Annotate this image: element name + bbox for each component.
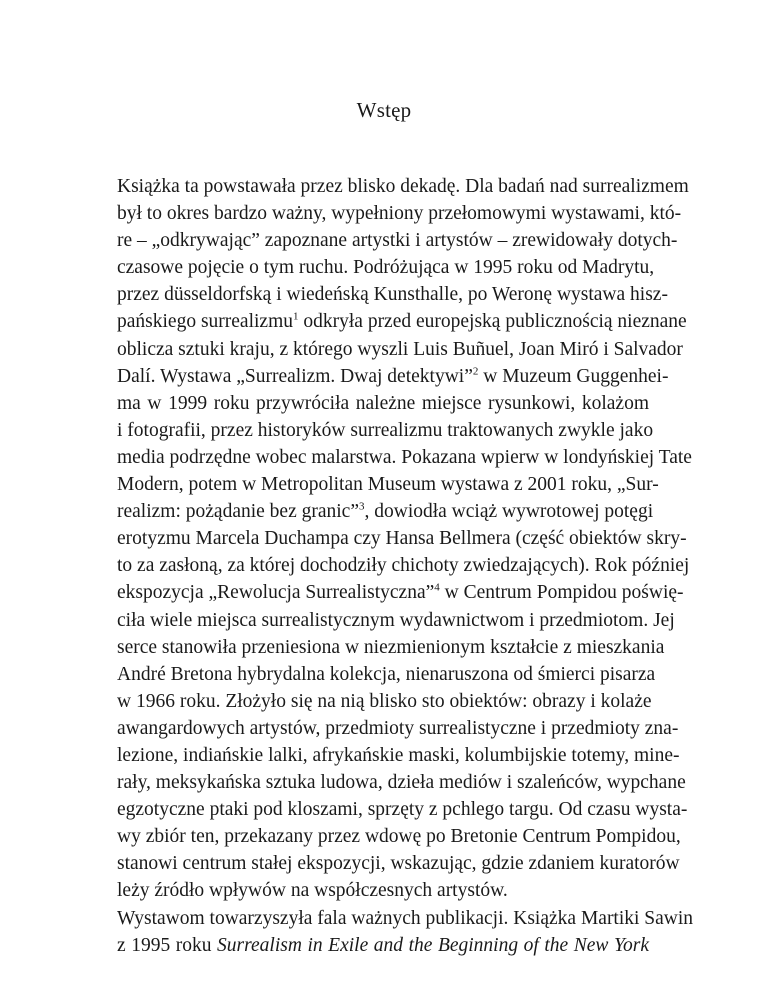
text-line xyxy=(117,769,686,796)
text-line xyxy=(117,444,692,471)
text-line xyxy=(117,390,649,417)
text-segment: re – „odkrywając” zapoznane artystki i artystów – zrewidowały dotych- xyxy=(117,230,678,252)
text-segment: realizm: pożądanie bez granic” xyxy=(117,501,359,523)
text-line xyxy=(117,823,681,850)
text-line xyxy=(117,254,655,281)
footnote-marker: 3 xyxy=(358,500,365,513)
text-segment: ekspozycja „Rewolucja Surrealistyczna” xyxy=(117,582,435,604)
footnote-marker: 2 xyxy=(472,365,479,378)
text-line xyxy=(117,715,679,742)
text-line xyxy=(117,905,694,932)
text-line xyxy=(117,525,687,552)
text-segment: ciła wiele miejsca surrealistycznym wydawnictwom i przedmiotom. Jej xyxy=(117,609,675,631)
text-line xyxy=(117,336,683,363)
text-line xyxy=(117,281,668,308)
text-segment: czasowe pojęcie o tym ruchu. Podróżująca w 1995 roku od Madrytu, xyxy=(117,257,655,279)
text-segment: był to okres bardzo ważny, wypełniony przełomowymi wystawami, któ- xyxy=(117,203,682,225)
text-segment: Dalí. Wystawa „Surrealizm. Dwaj detektywi” xyxy=(117,365,473,387)
text-segment: przez düsseldorfską i wiedeńską Kunsthalle, po Weronę wystawa hisz- xyxy=(117,284,668,306)
text-segment: i fotografii, przez historyków surrealizmu traktowanych zwykle jako xyxy=(117,419,654,441)
text-segment: André Bretona hybrydalna kolekcja, nienaruszona od śmierci pisarza xyxy=(117,663,656,685)
text-line xyxy=(117,200,682,227)
text-line xyxy=(117,498,654,525)
text-segment: , dowiodła wciąż wywrotowej potęgi xyxy=(364,501,654,523)
text-segment: leży źródło wpływów na współczesnych artystów. xyxy=(117,880,508,902)
text-line xyxy=(117,850,680,877)
text-segment: w Muzeum Guggenhei- xyxy=(478,365,669,387)
italic-title: Surrealism in Exile and the Beginning of the New York xyxy=(217,934,649,956)
text-segment: Wystawom towarzyszyła fala ważnych publikacji. Książka Martiki Sawin xyxy=(117,907,694,929)
text-line xyxy=(117,173,689,200)
text-segment: z 1995 roku xyxy=(117,934,218,956)
text-segment: to za zasłoną, za której dochodziły chichoty zwiedzających). Rok później xyxy=(117,555,690,577)
text-segment: pańskiego surrealizmu xyxy=(117,311,293,333)
text-segment: serce stanowiła przeniesiona w niezmienionym kształcie z mieszkania xyxy=(117,636,665,658)
text-segment: Modern, potem w Metropolitan Museum wystawa z 2001 roku, „Sur- xyxy=(117,474,659,496)
chapter-heading: Wstęp xyxy=(356,98,412,122)
text-line xyxy=(117,363,669,390)
text-line xyxy=(117,417,654,444)
text-segment: rały, meksykańska sztuka ludowa, dzieła mediów i szaleńców, wypchane xyxy=(117,772,686,794)
text-line xyxy=(117,796,688,823)
text-segment: odkryła przed europejską publicznością nieznane xyxy=(298,311,687,333)
text-line xyxy=(117,227,678,254)
text-segment: media podrzędne wobec malarstwa. Pokazana wpierw w londyńskiej Tate xyxy=(117,446,692,468)
text-line xyxy=(117,579,684,606)
footnote-marker: 1 xyxy=(293,310,299,323)
text-segment: stanowi centrum stałej ekspozycji, wskazując, gdzie zdaniem kuratorów xyxy=(117,853,680,875)
text-line xyxy=(117,742,680,769)
text-segment: awangardowych artystów, przedmioty surrealistyczne i przedmioty zna- xyxy=(117,717,679,739)
text-line xyxy=(117,661,656,688)
text-segment: ma w 1999 roku przywróciła należne miejsce rysunkowi, kolażom xyxy=(117,392,649,414)
text-segment: wy zbiór ten, przekazany przez wdowę po Bretonie Centrum Pompidou, xyxy=(117,826,681,848)
text-segment: w Centrum Pompidou poświę- xyxy=(439,582,684,604)
body-paragraph xyxy=(117,173,694,959)
text-segment: w 1966 roku. Złożyło się na nią blisko sto obiektów: obrazy i kolaże xyxy=(117,690,652,712)
text-segment: erotyzmu Marcela Duchampa czy Hansa Bellmera (część obiektów skry- xyxy=(117,528,687,550)
text-line xyxy=(117,688,652,715)
text-segment: egzotyczne ptaki pod kloszami, sprzęty z pchlego targu. Od czasu wysta- xyxy=(117,799,688,821)
text-line xyxy=(117,877,649,904)
text-line xyxy=(117,932,649,959)
footnote-marker: 4 xyxy=(434,581,440,594)
text-line xyxy=(117,634,665,661)
text-line xyxy=(117,471,659,498)
text-line xyxy=(117,607,675,634)
text-segment: Książka ta powstawała przez blisko dekadę. Dla badań nad surrealizmem xyxy=(117,176,689,197)
text-line xyxy=(117,552,690,579)
text-segment: lezione, indiańskie lalki, afrykańskie maski, kolumbijskie totemy, mine- xyxy=(117,744,680,766)
text-segment: oblicza sztuki kraju, z którego wyszli Luis Buñuel, Joan Miró i Salvador xyxy=(117,338,683,360)
text-line xyxy=(117,308,687,335)
